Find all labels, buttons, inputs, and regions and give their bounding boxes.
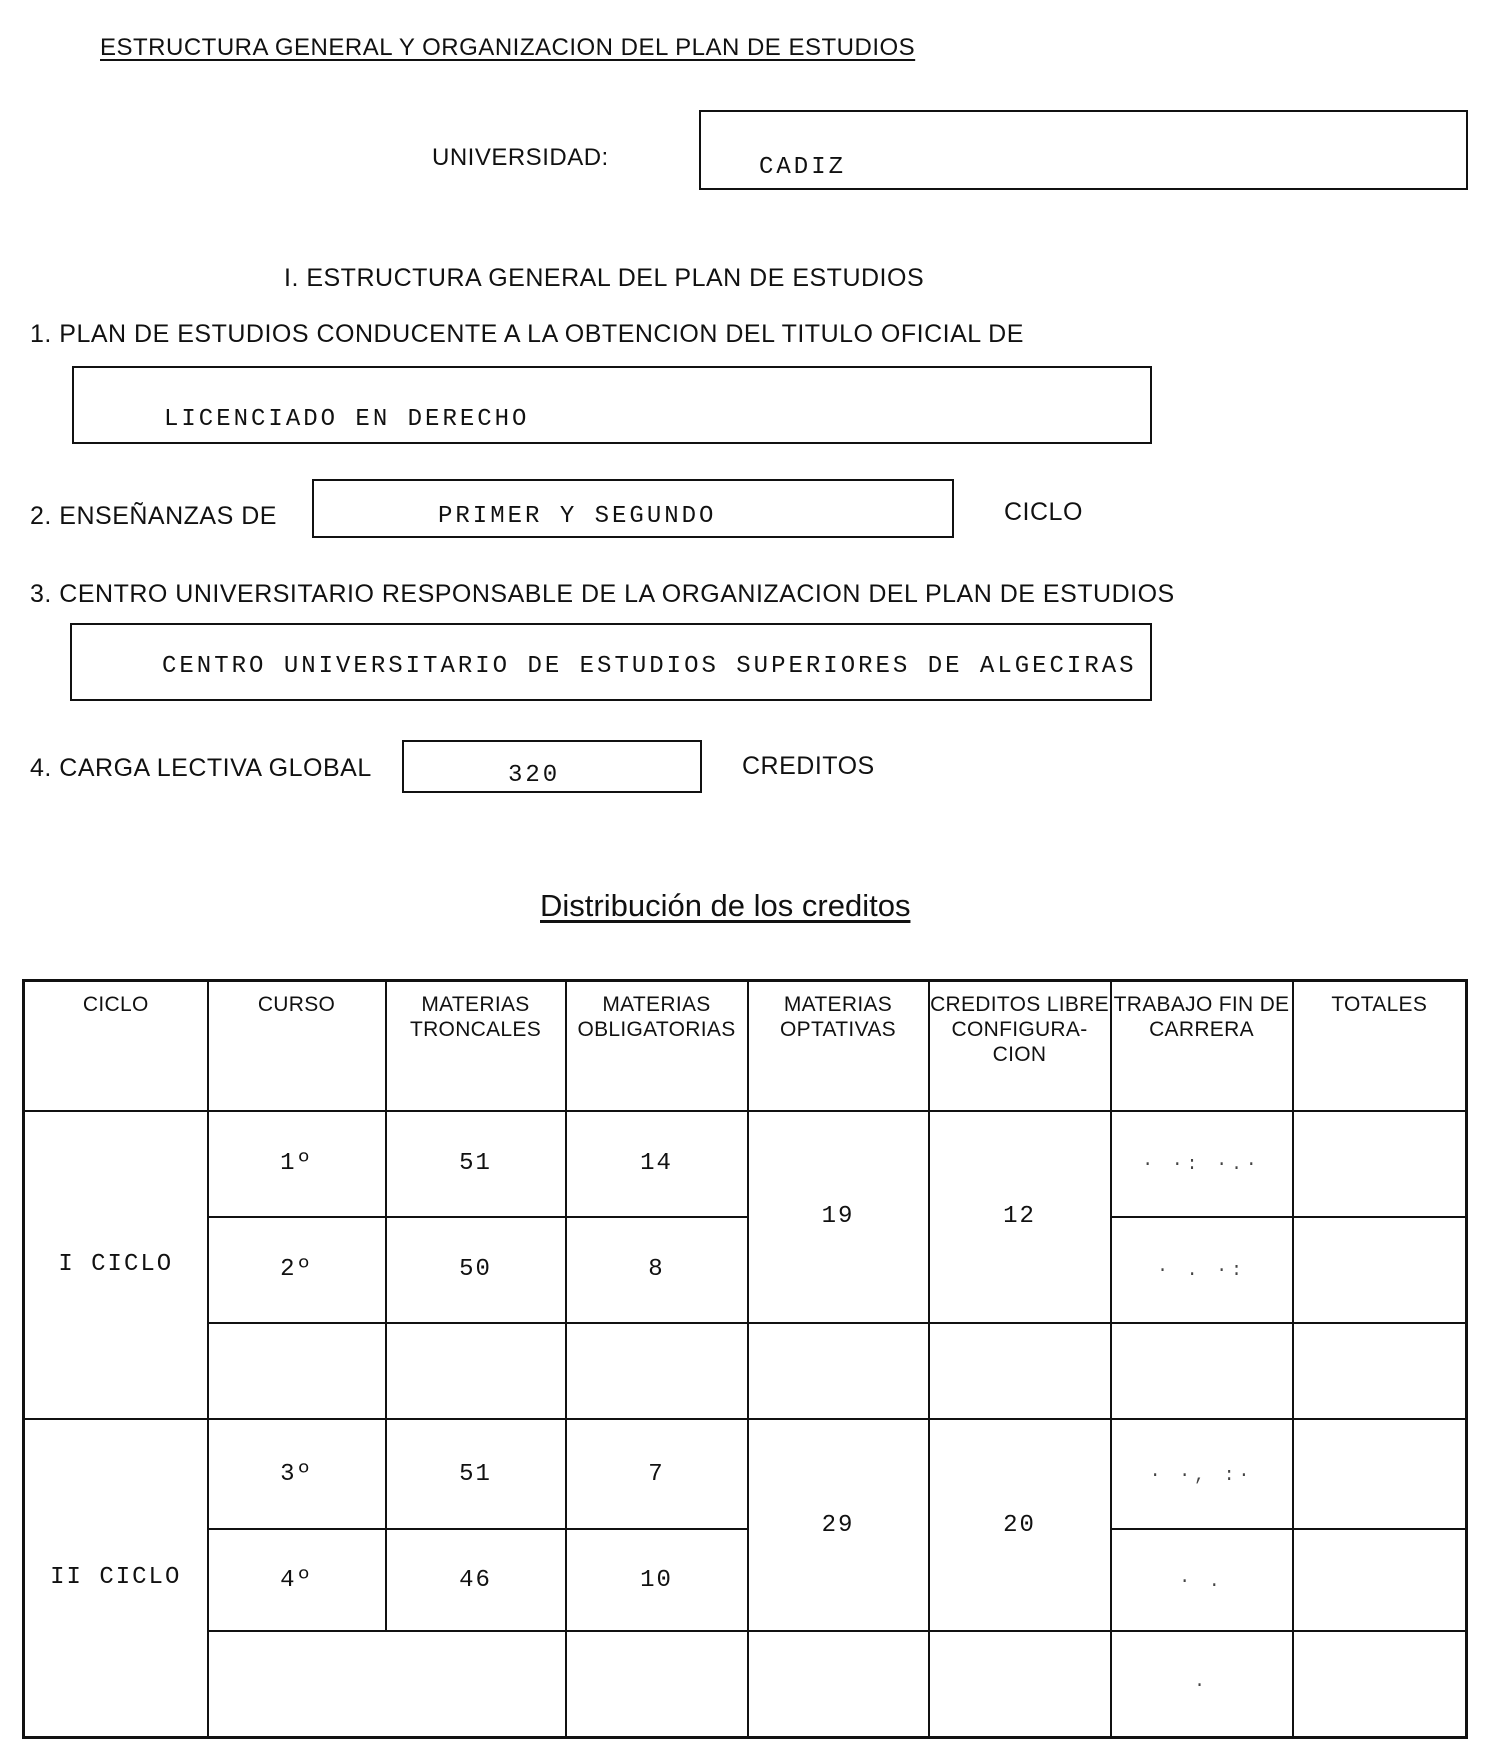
- document-title: ESTRUCTURA GENERAL Y ORGANIZACION DEL PLAN DE ESTUDIOS: [100, 34, 916, 61]
- totales-cell: [1293, 1631, 1467, 1737]
- scan-noise: · .: [1179, 1571, 1224, 1592]
- titulo-value: LICENCIADO EN DERECHO: [164, 406, 530, 433]
- table-row: [24, 1217, 1467, 1323]
- item2-label: 2. ENSEÑANZAS DE: [30, 502, 277, 530]
- libre-cell: [929, 1631, 1111, 1737]
- titulo-box: [72, 366, 1152, 444]
- ciclo2-label: II CICLO: [24, 1419, 208, 1738]
- totales-cell: [1293, 1529, 1467, 1631]
- totales-cell: [1293, 1217, 1467, 1323]
- item3-label: 3. CENTRO UNIVERSITARIO RESPONSABLE DE LA ORGANIZACION DEL PLAN DE ESTUDIOS: [30, 580, 1175, 608]
- header-libre: CREDITOS LIBRE CONFIGURA-CION: [929, 981, 1111, 1111]
- header-troncales: MATERIAS TRONCALES: [386, 981, 566, 1111]
- trabajo-cell: [1111, 1111, 1293, 1217]
- credits-table: [22, 979, 1468, 1739]
- table-title: Distribución de los creditos: [540, 888, 911, 923]
- libre-cell: [929, 1323, 1111, 1419]
- curso-cell: 1º: [208, 1111, 386, 1217]
- optativas-cell: [748, 1631, 929, 1737]
- scan-noise: ·: [1194, 1675, 1209, 1696]
- header-ciclo: CICLO: [24, 981, 208, 1111]
- scan-noise: · ·, :·: [1149, 1465, 1254, 1486]
- header-totales: TOTALES: [1293, 981, 1467, 1111]
- table-row: [24, 1631, 1467, 1737]
- header-curso: CURSO: [208, 981, 386, 1111]
- scan-noise: · ·: ·.·: [1142, 1155, 1261, 1176]
- troncales-cell: 46: [386, 1529, 566, 1631]
- curso-cell: 4º: [208, 1529, 386, 1631]
- centro-value: CENTRO UNIVERSITARIO DE ESTUDIOS SUPERIORES DE ALGECIRAS: [162, 653, 1137, 680]
- universidad-value: CADIZ: [759, 154, 847, 181]
- curso-cell: 2º: [208, 1217, 386, 1323]
- ciclo1-label: I CICLO: [24, 1111, 208, 1419]
- ensenanzas-value: PRIMER Y SEGUNDO: [438, 503, 717, 530]
- scan-noise: · . ·:: [1157, 1261, 1246, 1282]
- ciclo1-optativas: 19: [748, 1111, 929, 1323]
- trabajo-cell: [1111, 1529, 1293, 1631]
- table-row: [24, 1323, 1467, 1419]
- trabajo-cell: [1111, 1323, 1293, 1419]
- carga-box: [402, 740, 702, 793]
- carga-value: 320: [508, 762, 561, 789]
- ensenanzas-box: [312, 479, 954, 538]
- obligatorias-cell: 14: [566, 1111, 748, 1217]
- universidad-label: UNIVERSIDAD:: [432, 144, 609, 171]
- totales-cell: [1293, 1111, 1467, 1217]
- trabajo-cell: [1111, 1419, 1293, 1529]
- universidad-box: [699, 110, 1468, 190]
- item4-label: 4. CARGA LECTIVA GLOBAL: [30, 754, 372, 782]
- table-row: [24, 1419, 1467, 1529]
- curso-cell: [208, 1323, 386, 1419]
- obligatorias-cell: [566, 1323, 748, 1419]
- ciclo2-optativas: 29: [748, 1419, 929, 1631]
- item2-suffix: CICLO: [1004, 498, 1083, 526]
- trabajo-cell: [1111, 1217, 1293, 1323]
- troncales-cell: [386, 1323, 566, 1419]
- totales-cell: [1293, 1419, 1467, 1529]
- item4-suffix: CREDITOS: [742, 752, 875, 780]
- obligatorias-cell: 7: [566, 1419, 748, 1529]
- table-row: [24, 1529, 1467, 1631]
- troncales-cell: [208, 1631, 566, 1737]
- troncales-cell: 51: [386, 1111, 566, 1217]
- obligatorias-cell: 10: [566, 1529, 748, 1631]
- optativas-cell: [748, 1323, 929, 1419]
- obligatorias-cell: [566, 1631, 748, 1737]
- item1-label: 1. PLAN DE ESTUDIOS CONDUCENTE A LA OBTENCION DEL TITULO OFICIAL DE: [30, 320, 1024, 348]
- obligatorias-cell: 8: [566, 1217, 748, 1323]
- troncales-cell: 51: [386, 1419, 566, 1529]
- ciclo2-libre: 20: [929, 1419, 1111, 1631]
- header-trabajo: TRABAJO FIN DE CARRERA: [1111, 981, 1293, 1111]
- table-row: [24, 1111, 1467, 1217]
- ciclo1-libre: 12: [929, 1111, 1111, 1323]
- curso-cell: 3º: [208, 1419, 386, 1529]
- troncales-cell: 50: [386, 1217, 566, 1323]
- centro-box: [70, 623, 1152, 701]
- header-row: [24, 981, 1467, 1111]
- header-obligatorias: MATERIAS OBLIGATORIAS: [566, 981, 748, 1111]
- totales-cell: [1293, 1323, 1467, 1419]
- header-optativas: MATERIAS OPTATIVAS: [748, 981, 929, 1111]
- section-heading: I. ESTRUCTURA GENERAL DEL PLAN DE ESTUDIOS: [284, 264, 925, 292]
- trabajo-cell: [1111, 1631, 1293, 1737]
